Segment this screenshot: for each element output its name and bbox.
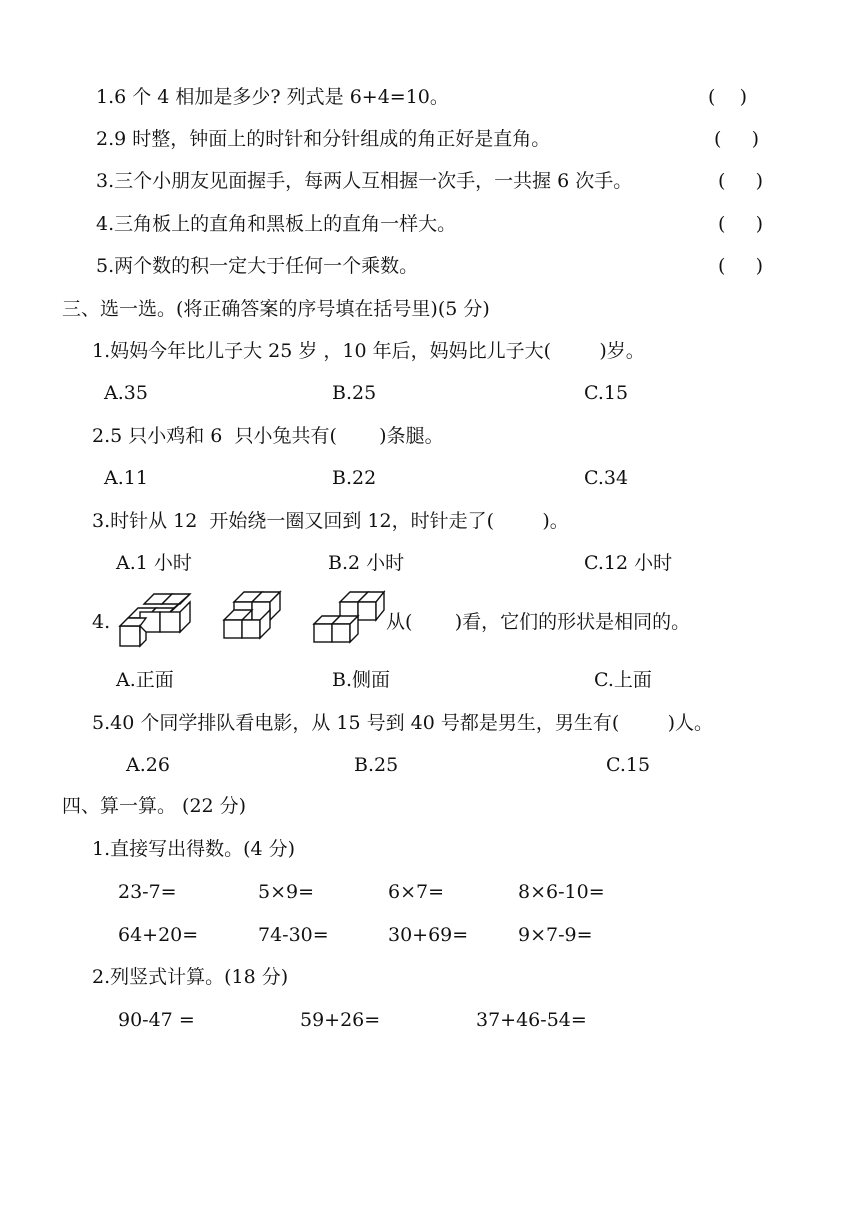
option-b[interactable]: B.2 小时 bbox=[328, 552, 405, 574]
part-title: 1.直接写出得数。(4 分) bbox=[92, 838, 296, 860]
part-title: 2.列竖式计算。(18 分) bbox=[92, 966, 289, 988]
answer-blank[interactable]: ( ) bbox=[718, 213, 764, 235]
calc-item: 6×7= bbox=[388, 881, 445, 903]
calc-item: 30+69= bbox=[388, 924, 469, 946]
calc-item: 23-7= bbox=[118, 881, 177, 903]
calc-item: 8×6-10= bbox=[518, 881, 605, 903]
judge-item-text: 5.两个数的积一定大于任何一个乘数。 bbox=[96, 255, 419, 277]
option-b[interactable]: B.25 bbox=[354, 754, 399, 776]
section-heading: 四、算一算。 (22 分) bbox=[62, 795, 247, 817]
judge-item-text: 1.6 个 4 相加是多少? 列式是 6+4=10。 bbox=[96, 86, 449, 108]
choice-question-3: 3.时针从 12 开始绕一圈又回到 12，时针走了( )。 bbox=[92, 510, 569, 532]
judge-item-text: 2.9 时整，钟面上的时针和分针组成的角正好是直角。 bbox=[96, 128, 551, 150]
calc-item: 9×7-9= bbox=[518, 924, 593, 946]
answer-blank[interactable]: ( ) bbox=[708, 86, 747, 108]
judge-item-text: 3.三个小朋友见面握手，每两人互相握一次手，一共握 6 次手。 bbox=[96, 170, 633, 192]
calc-item: 64+20= bbox=[118, 924, 199, 946]
option-b[interactable]: B.22 bbox=[332, 467, 377, 489]
choice-question-4: 从( )看，它们的形状是相同的。 bbox=[386, 611, 691, 633]
cube-figure-1 bbox=[116, 590, 192, 648]
answer-blank[interactable]: ( ) bbox=[714, 128, 760, 150]
choice-question-4-number: 4. bbox=[92, 611, 111, 633]
option-a[interactable]: A.11 bbox=[104, 467, 148, 489]
vertical-calc-item: 90-47 = bbox=[118, 1009, 195, 1031]
vertical-calc-item: 37+46-54= bbox=[476, 1009, 587, 1031]
judge-item-text: 4.三角板上的直角和黑板上的直角一样大。 bbox=[96, 213, 457, 235]
answer-blank[interactable]: ( ) bbox=[718, 255, 764, 277]
option-c[interactable]: C.上面 bbox=[594, 669, 652, 691]
section-heading: 三、选一选。(将正确答案的序号填在括号里)(5 分) bbox=[62, 298, 490, 320]
cube-figure-2 bbox=[218, 590, 284, 648]
option-a[interactable]: A.1 小时 bbox=[116, 552, 192, 574]
option-c[interactable]: C.34 bbox=[584, 467, 629, 489]
option-c[interactable]: C.15 bbox=[606, 754, 651, 776]
choice-question-2: 2.5 只小鸡和 6 只小兔共有( )条腿。 bbox=[92, 425, 444, 447]
choice-question-5: 5.40 个同学排队看电影，从 15 号到 40 号都是男生，男生有( )人。 bbox=[92, 712, 713, 734]
option-a[interactable]: A.26 bbox=[126, 754, 170, 776]
cube-figure-3 bbox=[310, 590, 386, 648]
calc-item: 5×9= bbox=[258, 881, 315, 903]
option-c[interactable]: C.12 小时 bbox=[584, 552, 673, 574]
option-b[interactable]: B.25 bbox=[332, 382, 377, 404]
calc-item: 74-30= bbox=[258, 924, 329, 946]
vertical-calc-item: 59+26= bbox=[300, 1009, 381, 1031]
option-c[interactable]: C.15 bbox=[584, 382, 629, 404]
option-a[interactable]: A.35 bbox=[104, 382, 148, 404]
choice-question-1: 1.妈妈今年比儿子大 25 岁 ，10 年后，妈妈比儿子大( )岁。 bbox=[92, 340, 645, 362]
option-a[interactable]: A.正面 bbox=[116, 669, 174, 691]
option-b[interactable]: B.侧面 bbox=[332, 669, 391, 691]
answer-blank[interactable]: ( ) bbox=[718, 170, 764, 192]
